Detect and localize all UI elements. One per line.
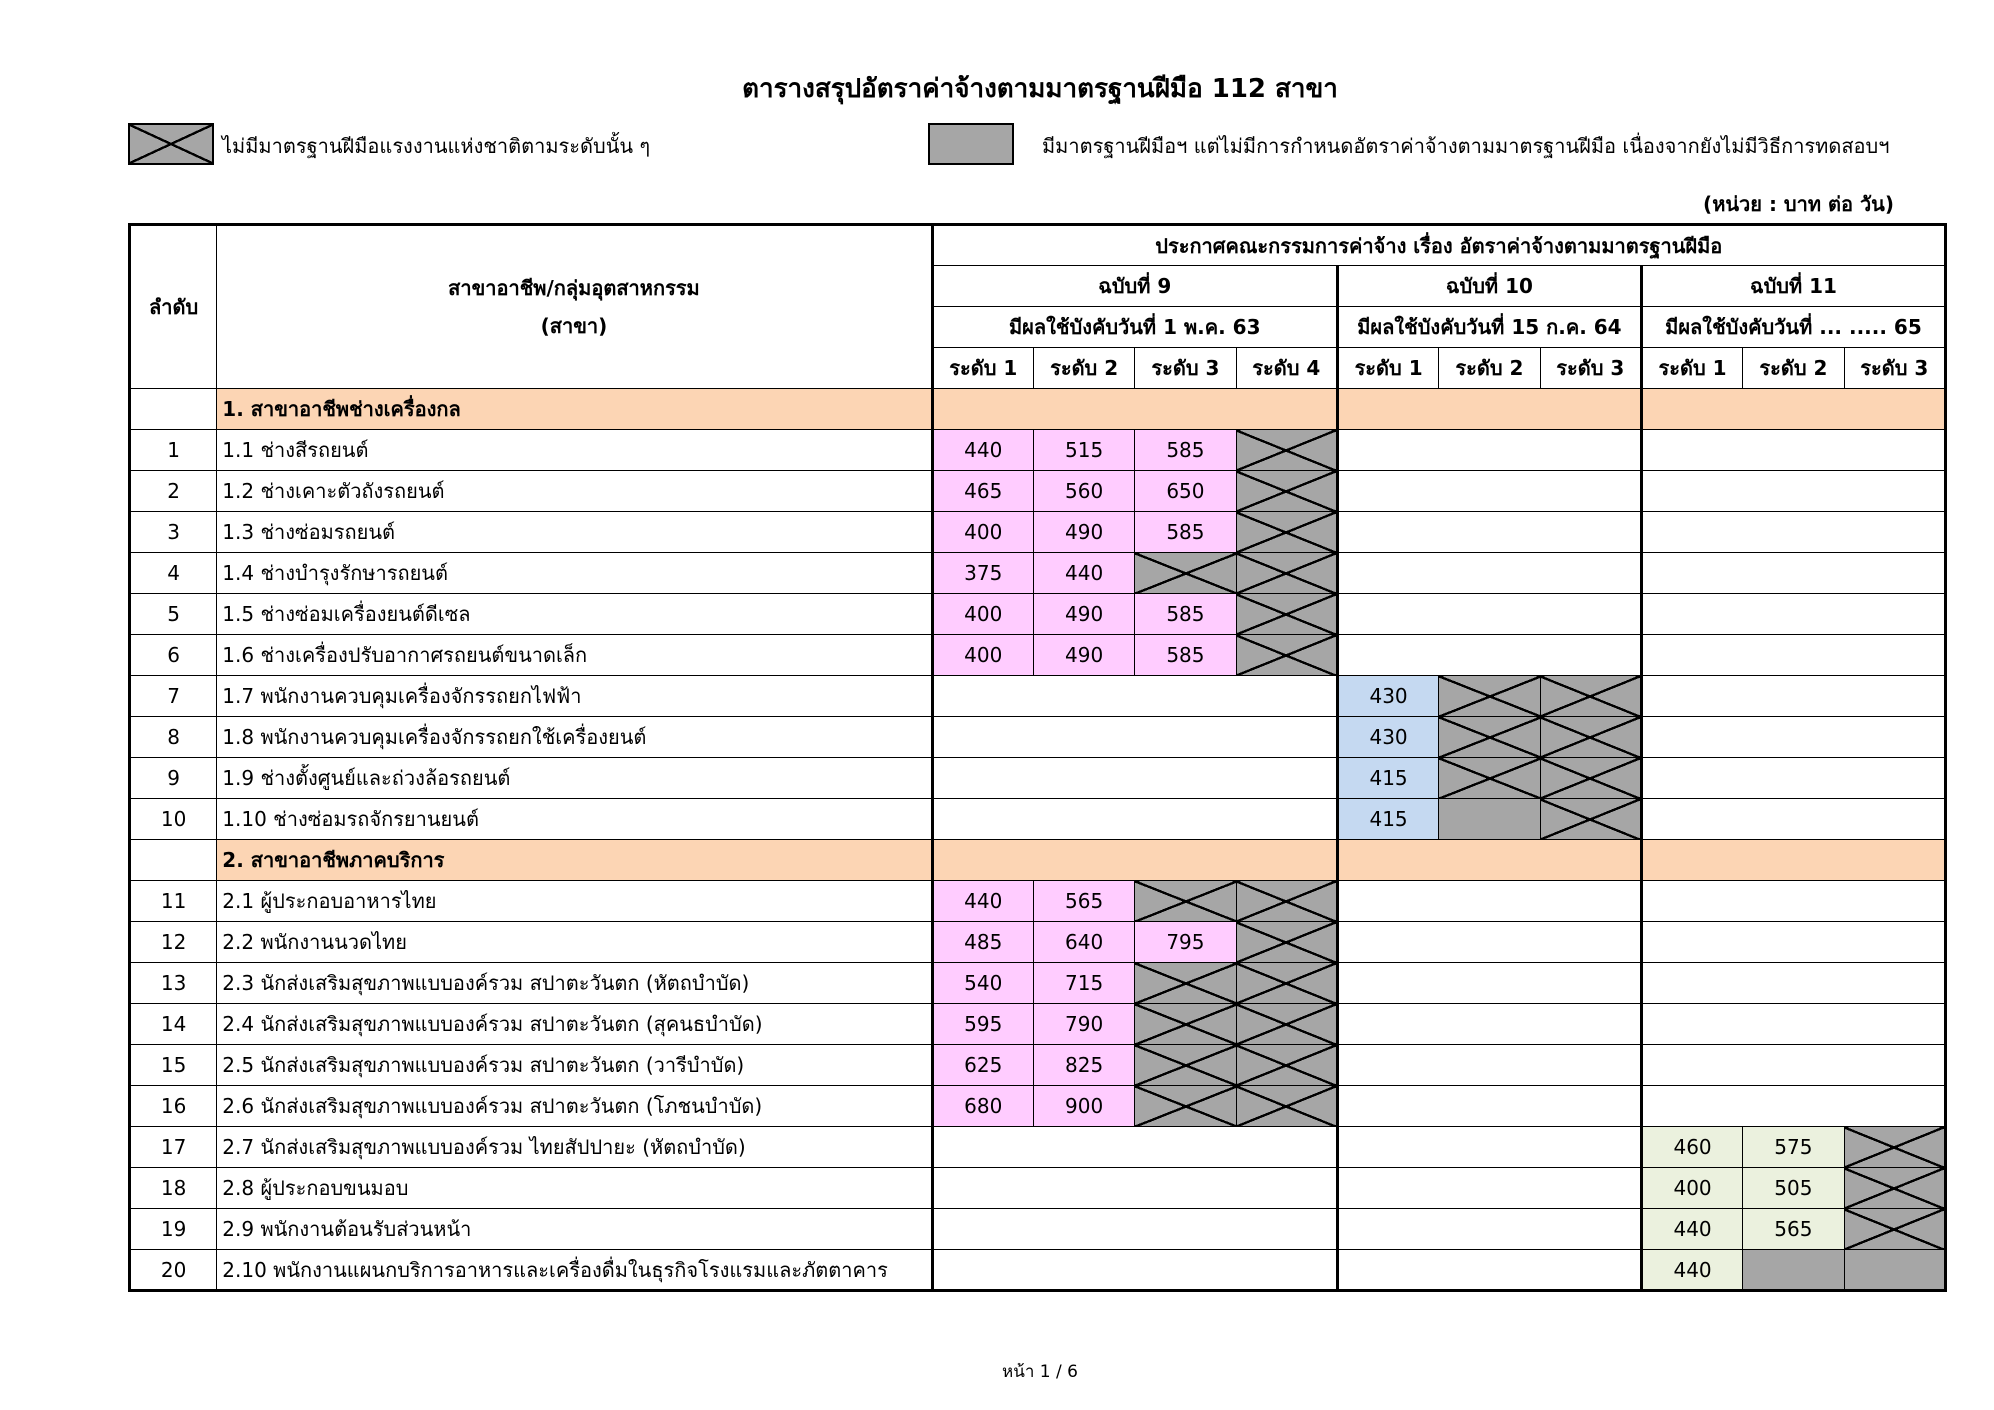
table-row (130, 717, 1946, 758)
row-branch-name: 2.2 พนักงานนวดไทย (217, 922, 932, 963)
wage-cell: 400 (1641, 1168, 1742, 1209)
section-title: 2. สาขาอาชีพภาคบริการ (217, 840, 932, 881)
empty-v9 (932, 799, 1337, 840)
empty-v11 (1641, 471, 1945, 512)
no-standard-cell (1236, 430, 1337, 471)
wage-cell: 415 (1337, 799, 1438, 840)
wage-cell: 400 (932, 594, 1033, 635)
wage-cell: 460 (1641, 1127, 1742, 1168)
header-branch-line2: (สาขา) (540, 314, 608, 338)
no-standard-cell (1236, 922, 1337, 963)
row-branch-name: 1.2 ช่างเคาะตัวถังรถยนต์ (217, 471, 932, 512)
table-row (130, 881, 1946, 922)
empty-v11 (1641, 963, 1945, 1004)
header-issue10-level2: ระดับ 2 (1439, 348, 1540, 389)
no-rate-cell (1439, 799, 1540, 840)
row-branch-name: 2.1 ผู้ประกอบอาหารไทย (217, 881, 932, 922)
no-standard-cell (1540, 717, 1641, 758)
empty-v9 (932, 1168, 1337, 1209)
wage-cell: 650 (1135, 471, 1236, 512)
empty-v10 (1337, 881, 1641, 922)
empty-v10 (1337, 553, 1641, 594)
wage-cell: 430 (1337, 717, 1438, 758)
table-row (130, 594, 1946, 635)
row-branch-name: 1.8 พนักงานควบคุมเครื่องจักรรถยกใช้เครื่องยนต์ (217, 717, 932, 758)
no-standard-cell (1236, 1045, 1337, 1086)
no-standard-cell (1439, 676, 1540, 717)
header-announcement: ประกาศคณะกรรมการค่าจ้าง เรื่อง อัตราค่าจ้างตามมาตรฐานฝีมือ (932, 225, 1945, 266)
wage-cell: 715 (1033, 963, 1134, 1004)
wage-cell: 640 (1033, 922, 1134, 963)
no-standard-cell (1236, 1004, 1337, 1045)
header-issue9-level4: ระดับ 4 (1236, 348, 1337, 389)
empty-v9 (932, 717, 1337, 758)
wage-cell: 440 (1033, 553, 1134, 594)
header-branch (217, 225, 932, 389)
header-issue11-level1: ระดับ 1 (1641, 348, 1742, 389)
wage-cell: 465 (932, 471, 1033, 512)
empty-v11 (1641, 635, 1945, 676)
row-number: 15 (130, 1045, 217, 1086)
section-fill-9 (932, 389, 1337, 430)
section-row (130, 389, 1946, 430)
wage-cell: 430 (1337, 676, 1438, 717)
wage-cell: 440 (1641, 1250, 1742, 1291)
empty-v11 (1641, 922, 1945, 963)
empty-v10 (1337, 1168, 1641, 1209)
table-row (130, 553, 1946, 594)
no-standard-cell (1236, 553, 1337, 594)
empty-v11 (1641, 717, 1945, 758)
wage-cell: 375 (932, 553, 1033, 594)
row-branch-name: 2.10 พนักงานแผนกบริการอาหารและเครื่องดื่มในธุรกิจโรงแรมและภัตตาคาร (217, 1250, 932, 1291)
table-row (130, 1004, 1946, 1045)
empty-v9 (932, 676, 1337, 717)
no-standard-cell (1236, 471, 1337, 512)
row-number: 16 (130, 1086, 217, 1127)
wage-cell: 490 (1033, 512, 1134, 553)
table-row (130, 963, 1946, 1004)
header-issue-9: ฉบับที่ 9 (932, 266, 1337, 307)
row-branch-name: 1.1 ช่างสีรถยนต์ (217, 430, 932, 471)
row-branch-name: 2.4 นักส่งเสริมสุขภาพแบบองค์รวม สปาตะวันตก (สุคนธบำบัด) (217, 1004, 932, 1045)
row-number: 12 (130, 922, 217, 963)
no-rate-cell (1844, 1250, 1945, 1291)
wage-cell: 790 (1033, 1004, 1134, 1045)
no-standard-cell (1236, 963, 1337, 1004)
header-issue10-level3: ระดับ 3 (1540, 348, 1641, 389)
wage-cell: 485 (932, 922, 1033, 963)
wage-cell: 900 (1033, 1086, 1134, 1127)
wage-cell: 585 (1135, 594, 1236, 635)
empty-v10 (1337, 594, 1641, 635)
empty-v11 (1641, 676, 1945, 717)
empty-v10 (1337, 1004, 1641, 1045)
row-number: 6 (130, 635, 217, 676)
no-standard-cell (1135, 553, 1236, 594)
header-effective-9: มีผลใช้บังคับวันที่ 1 พ.ค. 63 (932, 307, 1337, 348)
empty-v10 (1337, 1127, 1641, 1168)
header-issue-10: ฉบับที่ 10 (1337, 266, 1641, 307)
wage-cell: 440 (932, 430, 1033, 471)
section-no (130, 389, 217, 430)
wage-cell: 585 (1135, 512, 1236, 553)
header-issue9-level2: ระดับ 2 (1033, 348, 1134, 389)
wage-cell: 440 (932, 881, 1033, 922)
row-number: 1 (130, 430, 217, 471)
header-issue9-level1: ระดับ 1 (932, 348, 1033, 389)
table-row (130, 758, 1946, 799)
wage-cell: 515 (1033, 430, 1134, 471)
header-issue10-level1: ระดับ 1 (1337, 348, 1438, 389)
no-standard-cell (1844, 1127, 1945, 1168)
wage-cell: 540 (932, 963, 1033, 1004)
row-branch-name: 1.6 ช่างเครื่องปรับอากาศรถยนต์ขนาดเล็ก (217, 635, 932, 676)
section-fill-9 (932, 840, 1337, 881)
empty-v10 (1337, 635, 1641, 676)
empty-v11 (1641, 1045, 1945, 1086)
empty-v10 (1337, 963, 1641, 1004)
table-row (130, 799, 1946, 840)
page-title: ตารางสรุปอัตราค่าจ้างตามมาตรฐานฝีมือ 112 สาขา (742, 74, 1338, 104)
empty-v11 (1641, 758, 1945, 799)
no-standard-cell (1439, 758, 1540, 799)
no-standard-cell (1236, 635, 1337, 676)
no-standard-cell (1135, 1004, 1236, 1045)
table-row (130, 635, 1946, 676)
row-branch-name: 2.3 นักส่งเสริมสุขภาพแบบองค์รวม สปาตะวันตก (หัตถบำบัด) (217, 963, 932, 1004)
section-fill-11 (1641, 389, 1945, 430)
row-number: 10 (130, 799, 217, 840)
table-row (130, 471, 1946, 512)
wage-cell: 490 (1033, 635, 1134, 676)
table-row (130, 1168, 1946, 1209)
empty-v9 (932, 758, 1337, 799)
no-standard-cell (1540, 676, 1641, 717)
section-title: 1. สาขาอาชีพช่างเครื่องกล (217, 389, 932, 430)
wage-cell: 585 (1135, 635, 1236, 676)
row-branch-name: 2.8 ผู้ประกอบขนมอบ (217, 1168, 932, 1209)
row-branch-name: 2.9 พนักงานต้อนรับส่วนหน้า (217, 1209, 932, 1250)
wage-cell: 585 (1135, 430, 1236, 471)
row-number: 20 (130, 1250, 217, 1291)
legend-gray-label: มีมาตรฐานฝีมือฯ แต่ไม่มีการกำหนดอัตราค่าจ้างตามมาตรฐานฝีมือ เนื่องจากยังไม่มีวิธีการทดสอบฯ (1042, 134, 1890, 158)
no-standard-cell (1540, 799, 1641, 840)
wage-cell: 490 (1033, 594, 1134, 635)
table-row (130, 512, 1946, 553)
empty-v10 (1337, 1045, 1641, 1086)
wage-cell: 560 (1033, 471, 1134, 512)
row-number: 8 (130, 717, 217, 758)
no-standard-cell (1439, 717, 1540, 758)
empty-v10 (1337, 430, 1641, 471)
empty-v10 (1337, 922, 1641, 963)
empty-v11 (1641, 553, 1945, 594)
row-number: 13 (130, 963, 217, 1004)
row-number: 17 (130, 1127, 217, 1168)
row-branch-name: 1.9 ช่างตั้งศูนย์และถ่วงล้อรถยนต์ (217, 758, 932, 799)
header-issue11-level2: ระดับ 2 (1743, 348, 1844, 389)
header-branch-line1: สาขาอาชีพ/กลุ่มอุตสาหกรรม (448, 276, 700, 300)
no-rate-cell (1743, 1250, 1844, 1291)
empty-v10 (1337, 1086, 1641, 1127)
empty-v9 (932, 1250, 1337, 1291)
row-branch-name: 1.7 พนักงานควบคุมเครื่องจักรรถยกไฟฟ้า (217, 676, 932, 717)
row-number: 7 (130, 676, 217, 717)
wage-cell: 565 (1033, 881, 1134, 922)
wage-table (128, 223, 1947, 1292)
legend-crossed-label: ไม่มีมาตรฐานฝีมือแรงงานแห่งชาติตามระดับนั้น ๆ (222, 134, 651, 158)
row-branch-name: 2.7 นักส่งเสริมสุขภาพแบบองค์รวม ไทยสัปปายะ (หัตถบำบัด) (217, 1127, 932, 1168)
no-standard-cell (1236, 594, 1337, 635)
row-branch-name: 1.3 ช่างซ่อมรถยนต์ (217, 512, 932, 553)
table-row (130, 1086, 1946, 1127)
no-standard-cell (1844, 1209, 1945, 1250)
row-branch-name: 1.10 ช่างซ่อมรถจักรยานยนต์ (217, 799, 932, 840)
table-row (130, 676, 1946, 717)
wage-cell: 400 (932, 635, 1033, 676)
table-row (130, 1045, 1946, 1086)
section-fill-10 (1337, 389, 1641, 430)
wage-cell: 625 (932, 1045, 1033, 1086)
no-standard-cell (1844, 1168, 1945, 1209)
wage-cell: 565 (1743, 1209, 1844, 1250)
wage-cell: 825 (1033, 1045, 1134, 1086)
section-fill-11 (1641, 840, 1945, 881)
empty-v10 (1337, 512, 1641, 553)
wage-cell: 795 (1135, 922, 1236, 963)
wage-cell: 400 (932, 512, 1033, 553)
no-standard-cell (1540, 758, 1641, 799)
section-row (130, 840, 1946, 881)
empty-v11 (1641, 881, 1945, 922)
table-row (130, 430, 1946, 471)
empty-v10 (1337, 1250, 1641, 1291)
empty-v11 (1641, 594, 1945, 635)
table-row (130, 1250, 1946, 1291)
no-standard-cell (1236, 1086, 1337, 1127)
header-effective-11: มีผลใช้บังคับวันที่ ... ..... 65 (1641, 307, 1945, 348)
empty-v11 (1641, 512, 1945, 553)
row-branch-name: 2.5 นักส่งเสริมสุขภาพแบบองค์รวม สปาตะวันตก (วารีบำบัด) (217, 1045, 932, 1086)
wage-cell: 680 (932, 1086, 1033, 1127)
legend-gray-swatch (928, 123, 1014, 165)
empty-v10 (1337, 471, 1641, 512)
row-branch-name: 1.5 ช่างซ่อมเครื่องยนต์ดีเซล (217, 594, 932, 635)
wage-cell: 595 (932, 1004, 1033, 1045)
row-branch-name: 1.4 ช่างบำรุงรักษารถยนต์ (217, 553, 932, 594)
no-standard-cell (1135, 1086, 1236, 1127)
no-standard-cell (1236, 512, 1337, 553)
empty-v11 (1641, 1004, 1945, 1045)
row-branch-name: 2.6 นักส่งเสริมสุขภาพแบบองค์รวม สปาตะวันตก (โภชนบำบัด) (217, 1086, 932, 1127)
row-number: 18 (130, 1168, 217, 1209)
header-issue-11: ฉบับที่ 11 (1641, 266, 1945, 307)
no-standard-cell (1135, 963, 1236, 1004)
wage-cell: 575 (1743, 1127, 1844, 1168)
empty-v11 (1641, 430, 1945, 471)
row-number: 19 (130, 1209, 217, 1250)
unit-label: (หน่วย : บาท ต่อ วัน) (1703, 192, 1894, 216)
no-standard-cell (1135, 881, 1236, 922)
wage-cell: 505 (1743, 1168, 1844, 1209)
page-footer: หน้า 1 / 6 (1002, 1362, 1078, 1382)
empty-v11 (1641, 1086, 1945, 1127)
no-standard-cell (1236, 881, 1337, 922)
section-no (130, 840, 217, 881)
empty-v9 (932, 1127, 1337, 1168)
wage-cell: 415 (1337, 758, 1438, 799)
table-row (130, 1209, 1946, 1250)
legend-crossed-swatch (128, 123, 214, 165)
table-row (130, 1127, 1946, 1168)
header-issue9-level3: ระดับ 3 (1135, 348, 1236, 389)
empty-v9 (932, 1209, 1337, 1250)
empty-v11 (1641, 799, 1945, 840)
row-number: 5 (130, 594, 217, 635)
row-number: 3 (130, 512, 217, 553)
row-number: 4 (130, 553, 217, 594)
row-number: 9 (130, 758, 217, 799)
section-fill-10 (1337, 840, 1641, 881)
header-effective-10: มีผลใช้บังคับวันที่ 15 ก.ค. 64 (1337, 307, 1641, 348)
table-row (130, 922, 1946, 963)
row-number: 2 (130, 471, 217, 512)
header-issue11-level3: ระดับ 3 (1844, 348, 1945, 389)
row-number: 14 (130, 1004, 217, 1045)
wage-cell: 440 (1641, 1209, 1742, 1250)
header-no: ลำดับ (130, 225, 217, 389)
row-number: 11 (130, 881, 217, 922)
empty-v10 (1337, 1209, 1641, 1250)
no-standard-cell (1135, 1045, 1236, 1086)
